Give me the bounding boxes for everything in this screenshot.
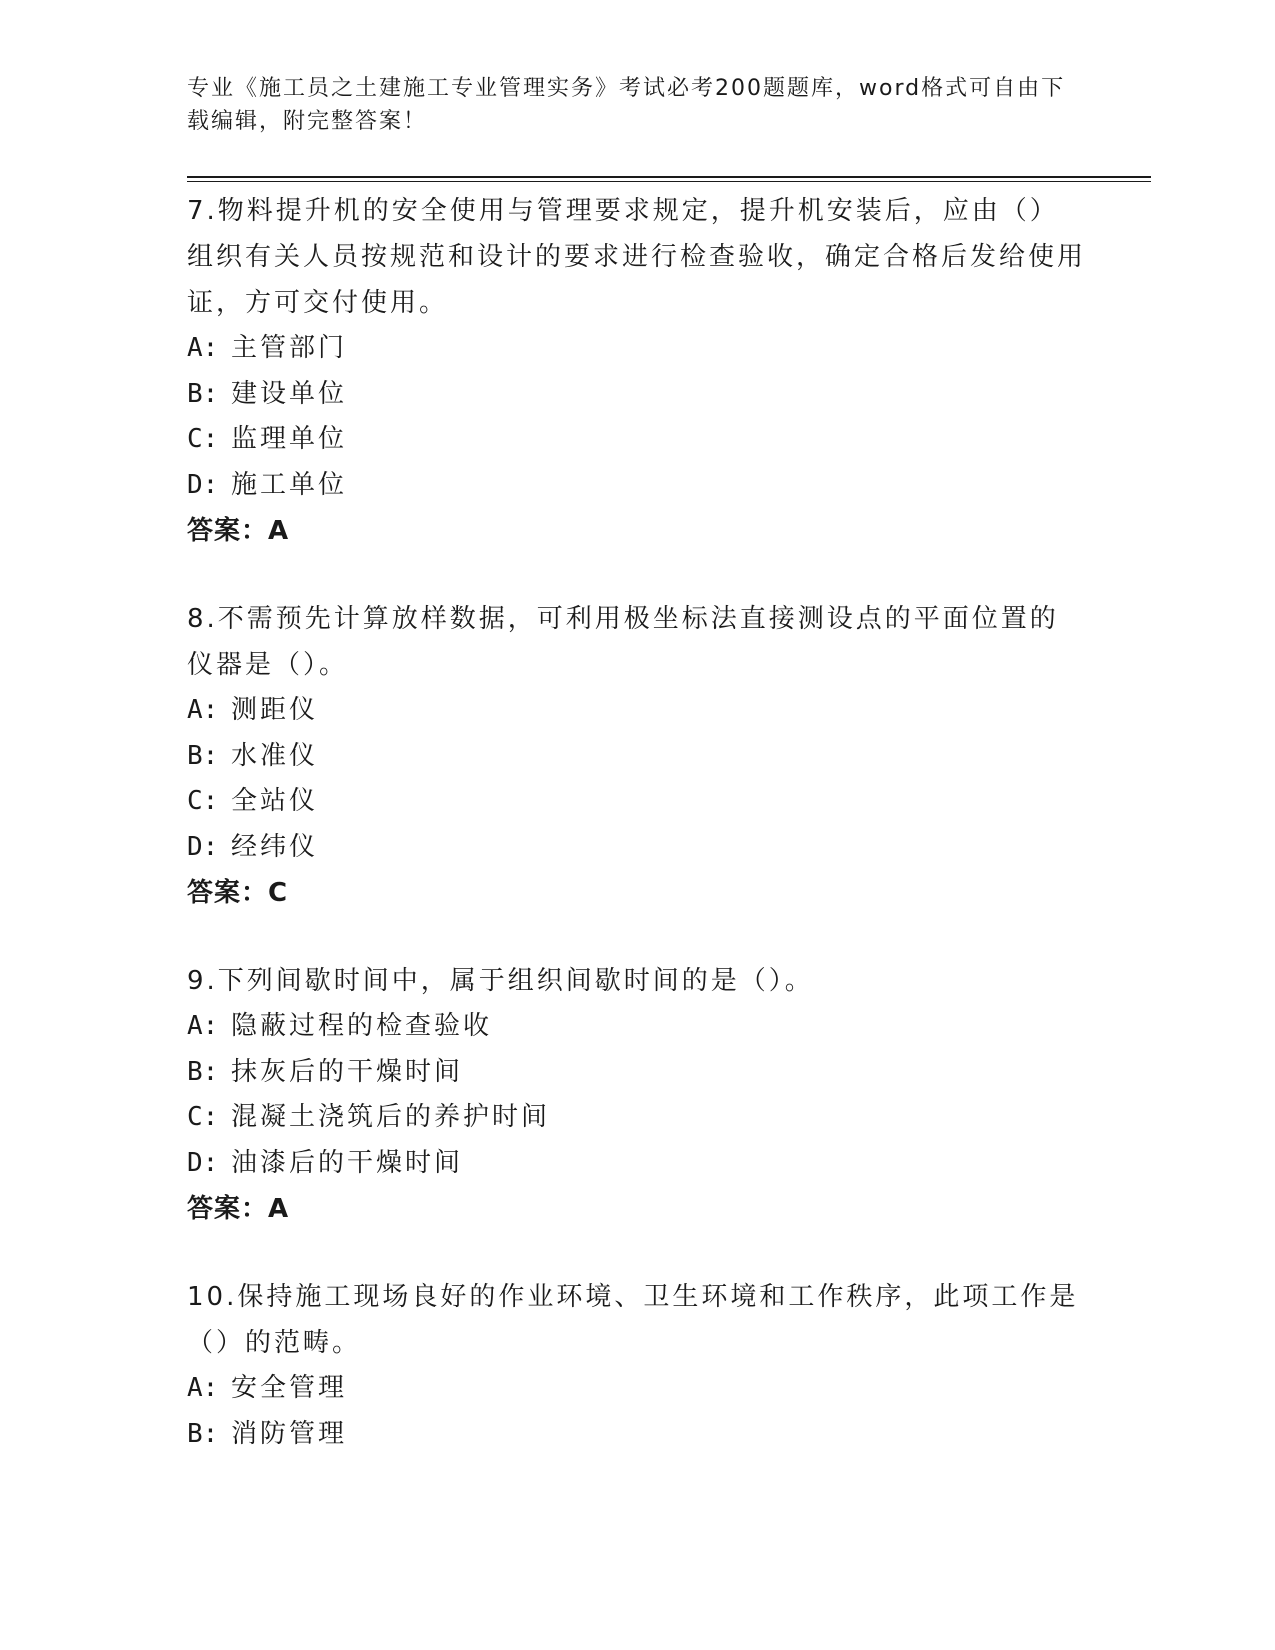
option-letter: D: [187, 469, 219, 500]
option-text: 油漆后的干燥时间 [231, 1147, 464, 1178]
option-text: 监理单位 [231, 424, 348, 454]
option-d [187, 825, 1087, 871]
question-list [187, 188, 1087, 1499]
option-text: 隐蔽过程的检查验收 [231, 1011, 493, 1041]
document-header: 专业《施工员之土建施工专业管理实务》考试必考200题题库，word格式可自由下载编辑，附完整答案！ [187, 76, 1066, 134]
question-stem: 8.不需预先计算放样数据，可利用极坐标法直接测设点的平面位置的仪器是（）。 [187, 604, 1059, 680]
option-a [187, 1366, 1087, 1412]
answer-line: 答案：C [187, 878, 289, 908]
option-b [187, 734, 1087, 780]
option-b [187, 1412, 1087, 1458]
option-letter: A: [187, 1373, 219, 1403]
option-letter: B: [187, 1418, 219, 1449]
option-text: 安全管理 [231, 1373, 348, 1403]
option-letter: C: [187, 786, 219, 816]
option-text: 经纬仪 [231, 831, 319, 862]
question-9 [187, 958, 1087, 1232]
option-text: 全站仪 [231, 786, 319, 816]
option-letter: A: [187, 695, 219, 725]
option-text: 水准仪 [231, 740, 319, 771]
option-letter: B: [187, 1056, 219, 1087]
option-c [187, 417, 1087, 463]
option-letter: B: [187, 740, 219, 771]
option-d [187, 463, 1087, 509]
question-7 [187, 188, 1087, 554]
option-text: 抹灰后的干燥时间 [231, 1056, 464, 1087]
option-letter: A: [187, 1011, 219, 1041]
option-a [187, 1004, 1087, 1050]
option-text: 测距仪 [231, 695, 319, 725]
question-stem: 10.保持施工现场良好的作业环境、卫生环境和工作秩序，此项工作是（）的范畴。 [187, 1282, 1079, 1358]
option-text: 消防管理 [231, 1418, 348, 1449]
question-stem: 7.物料提升机的安全使用与管理要求规定，提升机安装后，应由（）组织有关人员按规范和设计的要求进行检查验收，确定合格后发给使用证，方可交付使用。 [187, 196, 1087, 318]
option-a [187, 326, 1087, 372]
option-letter: C: [187, 1102, 219, 1132]
option-letter: D: [187, 831, 219, 862]
answer-line: 答案：A [187, 516, 290, 546]
option-text: 建设单位 [231, 378, 348, 409]
question-10 [187, 1274, 1087, 1457]
option-letter: A: [187, 333, 219, 363]
option-a [187, 688, 1087, 734]
option-text: 混凝土浇筑后的养护时间 [231, 1102, 551, 1132]
option-letter: D: [187, 1147, 219, 1178]
option-letter: B: [187, 378, 219, 409]
option-letter: C: [187, 424, 219, 454]
option-b [187, 1050, 1087, 1096]
option-d [187, 1141, 1087, 1187]
answer-line: 答案：A [187, 1194, 290, 1224]
option-c [187, 1095, 1087, 1141]
question-stem: 9.下列间歇时间中，属于组织间歇时间的是（）。 [187, 966, 814, 996]
option-text: 主管部门 [231, 333, 348, 363]
header-divider [187, 176, 1151, 182]
question-8 [187, 596, 1087, 916]
option-text: 施工单位 [231, 469, 348, 500]
option-c [187, 779, 1087, 825]
option-b [187, 372, 1087, 418]
